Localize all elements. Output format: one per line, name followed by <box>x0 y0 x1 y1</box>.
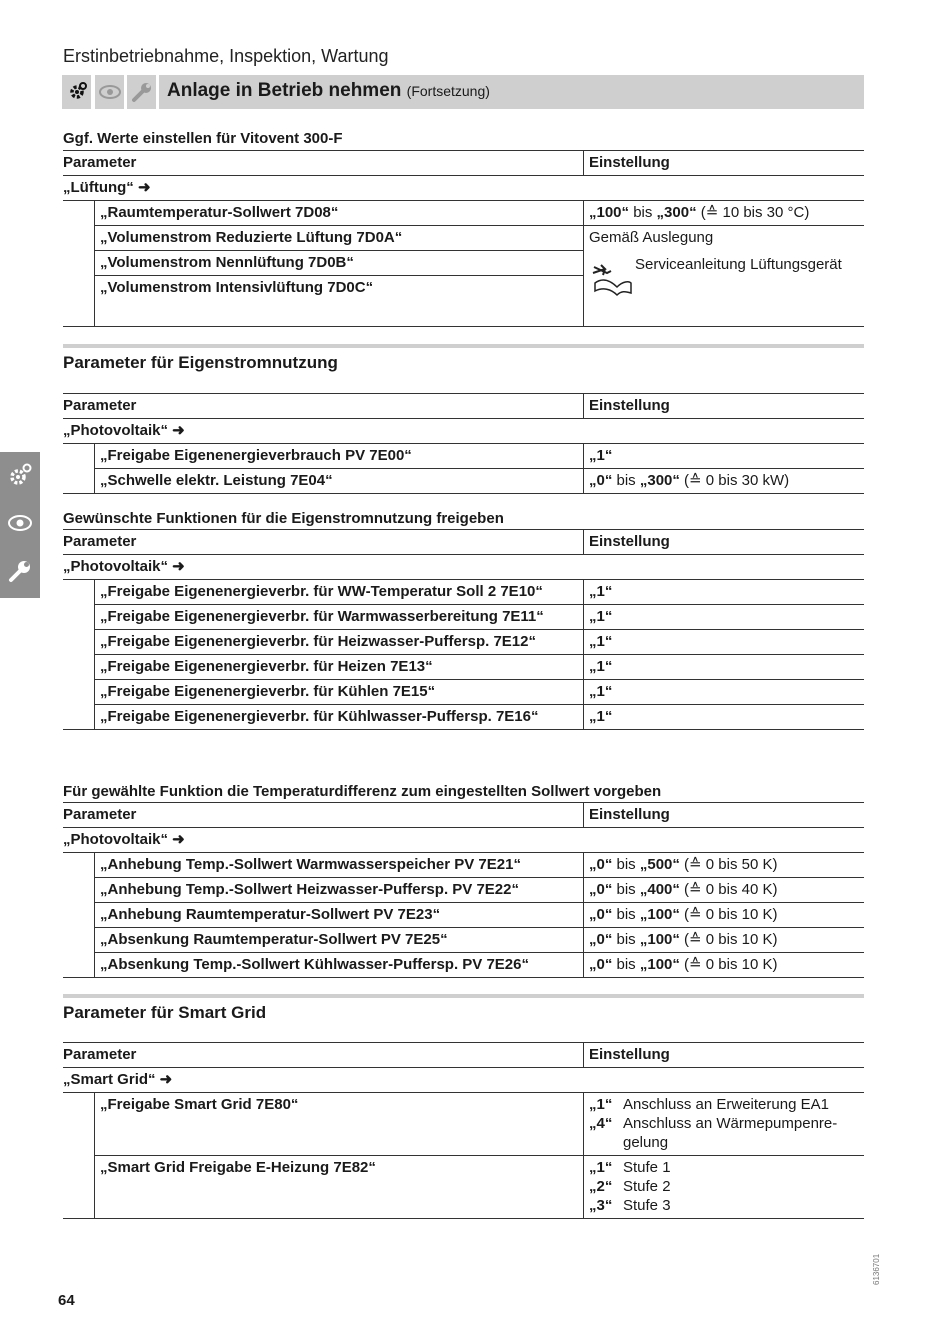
setting-value: „1“ <box>584 580 865 605</box>
param-name: „Anhebung Raumtemperatur-Sollwert PV 7E23“ <box>95 903 584 928</box>
service-reference: Serviceanleitung Lüftungsgerät <box>635 256 842 273</box>
group-label: „Photovoltaik“ ➜ <box>63 828 864 853</box>
column-header-parameter: Parameter <box>63 530 584 555</box>
group-label: „Photovoltaik“ ➜ <box>63 555 864 580</box>
setting-value: „0“ bis „100“ (≙ 0 bis 10 K) <box>584 903 865 928</box>
table-row <box>63 680 864 705</box>
setting-value: „1“ <box>584 444 865 469</box>
table-row <box>63 1093 864 1156</box>
smart-grid-parameter-table <box>63 1042 864 1219</box>
wrench-icon <box>7 558 33 584</box>
wrench-icon <box>127 75 156 109</box>
table-row <box>63 953 864 978</box>
table-row <box>63 630 864 655</box>
setting-text: Gemäß Auslegung <box>589 229 714 246</box>
group-label: „Smart Grid“ ➜ <box>63 1068 864 1093</box>
setting-value: „0“ bis „100“ (≙ 0 bis 10 K) <box>584 953 865 978</box>
table-row <box>63 226 864 251</box>
group-label: „Photovoltaik“ ➜ <box>63 419 864 444</box>
param-name: „Raumtemperatur-Sollwert 7D08“ <box>95 201 584 226</box>
column-header-setting: Einstellung <box>584 1043 865 1068</box>
param-name: „Freigabe Eigenenergieverbr. für WW-Temperatur Soll 2 7E10“ <box>95 580 584 605</box>
param-name: „Volumenstrom Intensivlüftung 7D0C“ <box>95 276 584 327</box>
table-row <box>63 201 864 226</box>
setting-options: „1“ Stufe 1 „2“ Stufe 2 „3“ Stufe 3 <box>584 1156 865 1219</box>
setting-value: „1“ <box>584 605 865 630</box>
param-name: „Schwelle elektr. Leistung 7E04“ <box>95 469 584 494</box>
group-label: „Lüftung“ ➜ <box>63 176 864 201</box>
param-name: „Volumenstrom Reduzierte Lüftung 7D0A“ <box>95 226 584 251</box>
eigenstrom-parameter-table <box>63 393 864 494</box>
chapter-title: Erstinbetriebnahme, Inspektion, Wartung <box>63 46 389 66</box>
column-header-setting: Einstellung <box>584 151 865 176</box>
header-suffix: (Fortsetzung) <box>406 83 490 99</box>
eye-icon <box>95 75 124 109</box>
table-row <box>63 444 864 469</box>
table-row <box>63 878 864 903</box>
table-row <box>63 853 864 878</box>
setting-value: „100“ bis „300“ (≙ 10 bis 30 °C) <box>584 201 865 226</box>
column-header-parameter: Parameter <box>63 1043 584 1068</box>
table-row <box>63 580 864 605</box>
functions-parameter-table <box>63 529 864 730</box>
table-row <box>63 605 864 630</box>
section-title <box>159 75 864 109</box>
table-row <box>63 469 864 494</box>
table-caption-temperature: Für gewählte Funktion die Temperaturdifferenz zum eingestellten Sollwert vorgeben <box>63 783 662 800</box>
table-row <box>63 655 864 680</box>
param-name: „Freigabe Eigenenergieverbr. für Heizen 7E13“ <box>95 655 584 680</box>
column-header-setting: Einstellung <box>584 530 865 555</box>
table-row <box>63 705 864 730</box>
document-number: 6136701 <box>872 1253 881 1285</box>
column-header-parameter: Parameter <box>63 803 584 828</box>
gear-icon <box>62 75 91 109</box>
param-name: „Anhebung Temp.-Sollwert Heizwasser-Puffersp. PV 7E22“ <box>95 878 584 903</box>
setting-value: „1“ <box>584 630 865 655</box>
section-divider <box>63 994 864 998</box>
temperature-parameter-table <box>63 802 864 978</box>
param-name: „Freigabe Eigenenergieverbr. für Warmwasserbereitung 7E11“ <box>95 605 584 630</box>
table-caption-vitovent: Ggf. Werte einstellen für Vitovent 300-F <box>63 130 343 147</box>
table-caption-functions: Gewünschte Funktionen für die Eigenstromnutzung freigeben <box>63 510 504 527</box>
setting-options: „1“ Anschluss an Erweiterung EA1 „4“ Anschluss an Wärmepumpenre- gelung <box>584 1093 865 1156</box>
param-name: „Freigabe Smart Grid 7E80“ <box>95 1093 584 1156</box>
vitovent-parameter-table <box>63 150 864 327</box>
param-name: „Smart Grid Freigabe E-Heizung 7E82“ <box>95 1156 584 1219</box>
header-title: Anlage in Betrieb nehmen <box>167 80 402 101</box>
section-heading-smart-grid: Parameter für Smart Grid <box>63 1003 267 1022</box>
page-number: 64 <box>58 1292 75 1309</box>
setting-value: „0“ bis „300“ (≙ 0 bis 30 kW) <box>584 469 865 494</box>
column-header-parameter: Parameter <box>63 394 584 419</box>
param-name: „Freigabe Eigenenergieverbrauch PV 7E00“ <box>95 444 584 469</box>
section-heading-eigenstrom: Parameter für Eigenstromnutzung <box>63 353 338 372</box>
side-chapter-tab <box>0 452 40 598</box>
column-header-parameter: Parameter <box>63 151 584 176</box>
param-name: „Freigabe Eigenenergieverbr. für Kühlen 7E15“ <box>95 680 584 705</box>
setting-cell <box>584 226 865 327</box>
setting-value: „1“ <box>584 680 865 705</box>
column-header-setting: Einstellung <box>584 803 865 828</box>
gear-icon <box>7 462 33 488</box>
param-name: „Freigabe Eigenenergieverbr. für Heizwasser-Puffersp. 7E12“ <box>95 630 584 655</box>
table-row <box>63 1156 864 1219</box>
param-name: „Freigabe Eigenenergieverbr. für Kühlwasser-Puffersp. 7E16“ <box>95 705 584 730</box>
param-name: „Volumenstrom Nennlüftung 7D0B“ <box>95 251 584 276</box>
setting-value: „1“ <box>584 655 865 680</box>
param-name: „Absenkung Temp.-Sollwert Kühlwasser-Puffersp. PV 7E26“ <box>95 953 584 978</box>
section-header-bar <box>62 75 864 109</box>
eye-icon <box>7 510 33 536</box>
param-name: „Absenkung Raumtemperatur-Sollwert PV 7E25“ <box>95 928 584 953</box>
setting-value: „0“ bis „500“ (≙ 0 bis 50 K) <box>584 853 865 878</box>
param-name: „Anhebung Temp.-Sollwert Warmwasserspeicher PV 7E21“ <box>95 853 584 878</box>
setting-value: „1“ <box>584 705 865 730</box>
section-divider <box>63 344 864 348</box>
setting-value: „0“ bis „400“ (≙ 0 bis 40 K) <box>584 878 865 903</box>
column-header-setting: Einstellung <box>584 394 865 419</box>
table-row <box>63 928 864 953</box>
table-row <box>63 903 864 928</box>
service-manual-icon <box>591 263 633 297</box>
setting-value: „0“ bis „100“ (≙ 0 bis 10 K) <box>584 928 865 953</box>
